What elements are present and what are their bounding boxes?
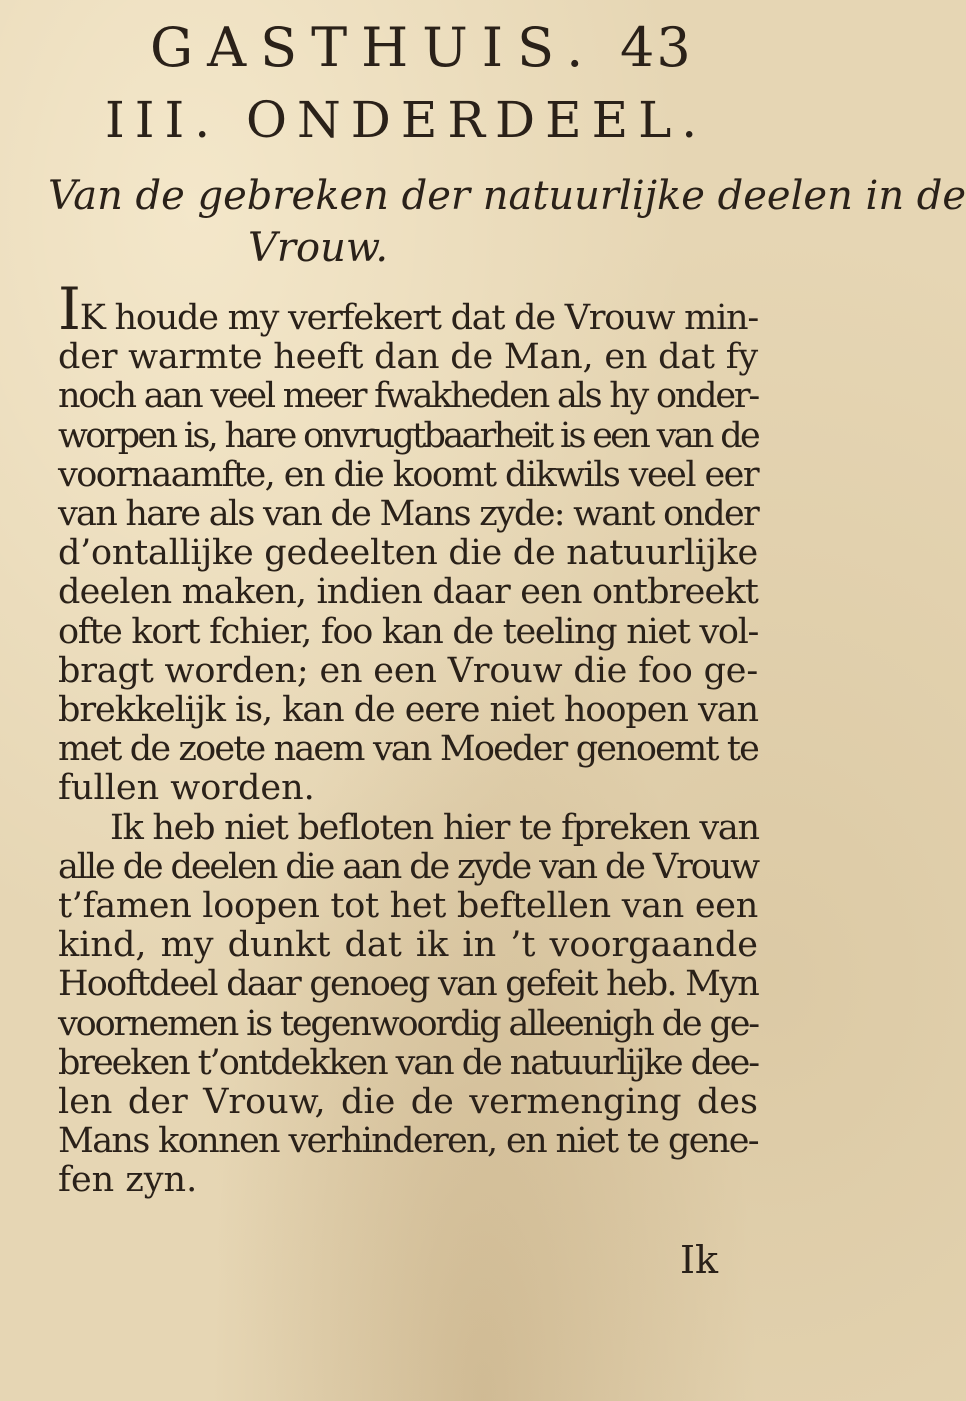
paragraph-2-line: alle de deelen die aan de zyde van de Vrouw bbox=[58, 846, 758, 887]
paragraph-1-line-text: K houde my verfekert dat de Vrouw min- bbox=[79, 298, 758, 338]
paragraph-2-line: breeken t’ontdekken van de natuurlijke dee- bbox=[58, 1042, 758, 1083]
chapter-subtitle bbox=[48, 170, 966, 274]
paragraph-1-line: der warmte heeft dan de Man, en dat fy bbox=[58, 337, 758, 378]
running-head bbox=[150, 16, 693, 79]
paragraph-1-line: worpen is, hare onvrugtbaarheit is een van de bbox=[58, 415, 758, 456]
paragraph-2-line: Ik heb niet befloten hier te fpreken van bbox=[110, 807, 759, 848]
paragraph-1-line: voornaamfte, en die koomt dikwils veel eer bbox=[58, 454, 758, 495]
running-head-title: GASTHUIS. bbox=[150, 16, 598, 79]
paragraph-1-line: ofte kort fchier, foo kan de teeling niet vol- bbox=[58, 611, 758, 652]
paragraph-2-line: Mans konnen verhinderen, en niet te gene- bbox=[58, 1121, 758, 1162]
section-heading: III. ONDERDEEL. bbox=[105, 91, 708, 149]
catchword: Ik bbox=[680, 1238, 719, 1282]
paragraph-2-line: fen zyn. bbox=[58, 1160, 198, 1201]
paragraph-1-line: fullen worden. bbox=[58, 768, 315, 809]
page-number: 43 bbox=[620, 16, 693, 79]
paragraph-1-line: brekkelijk is, kan de eere niet hoopen van bbox=[58, 690, 758, 731]
paragraph-1-line: noch aan veel meer fwakheden als hy onder- bbox=[58, 376, 758, 417]
subtitle-line-1: Van de gebreken der natuurlijke deelen in de bbox=[48, 173, 966, 219]
paragraph-1-line: met de zoete naem van Moeder genoemt te bbox=[58, 729, 758, 770]
paragraph-1-line bbox=[58, 275, 758, 343]
paragraph-1-line: deelen maken, indien daar een ontbreekt bbox=[58, 572, 758, 613]
paragraph-1-line: bragt worden; en een Vrouw die foo ge- bbox=[58, 650, 758, 691]
body-text bbox=[58, 275, 759, 1201]
paragraph-2-line: Hooftdeel daar genoeg van gefeit heb. Myn bbox=[58, 964, 758, 1005]
paragraph-2-line: t’famen loopen tot het beftellen van een bbox=[58, 886, 758, 927]
paragraph-2-line: len der Vrouw, die de vermenging des bbox=[58, 1082, 758, 1123]
paragraph-1-line: van hare als van de Mans zyde: want onder bbox=[58, 494, 758, 535]
paragraph-1-line: d’ontallijke gedeelten die de natuurlijke bbox=[58, 533, 758, 574]
subtitle-line-2: Vrouw. bbox=[248, 225, 389, 271]
paragraph-2-line: kind, my dunkt dat ik in ’t voorgaande bbox=[58, 925, 758, 966]
paragraph-2-line: voornemen is tegenwoordig alleenigh de ge- bbox=[58, 1003, 758, 1044]
drop-cap: I bbox=[58, 275, 80, 343]
